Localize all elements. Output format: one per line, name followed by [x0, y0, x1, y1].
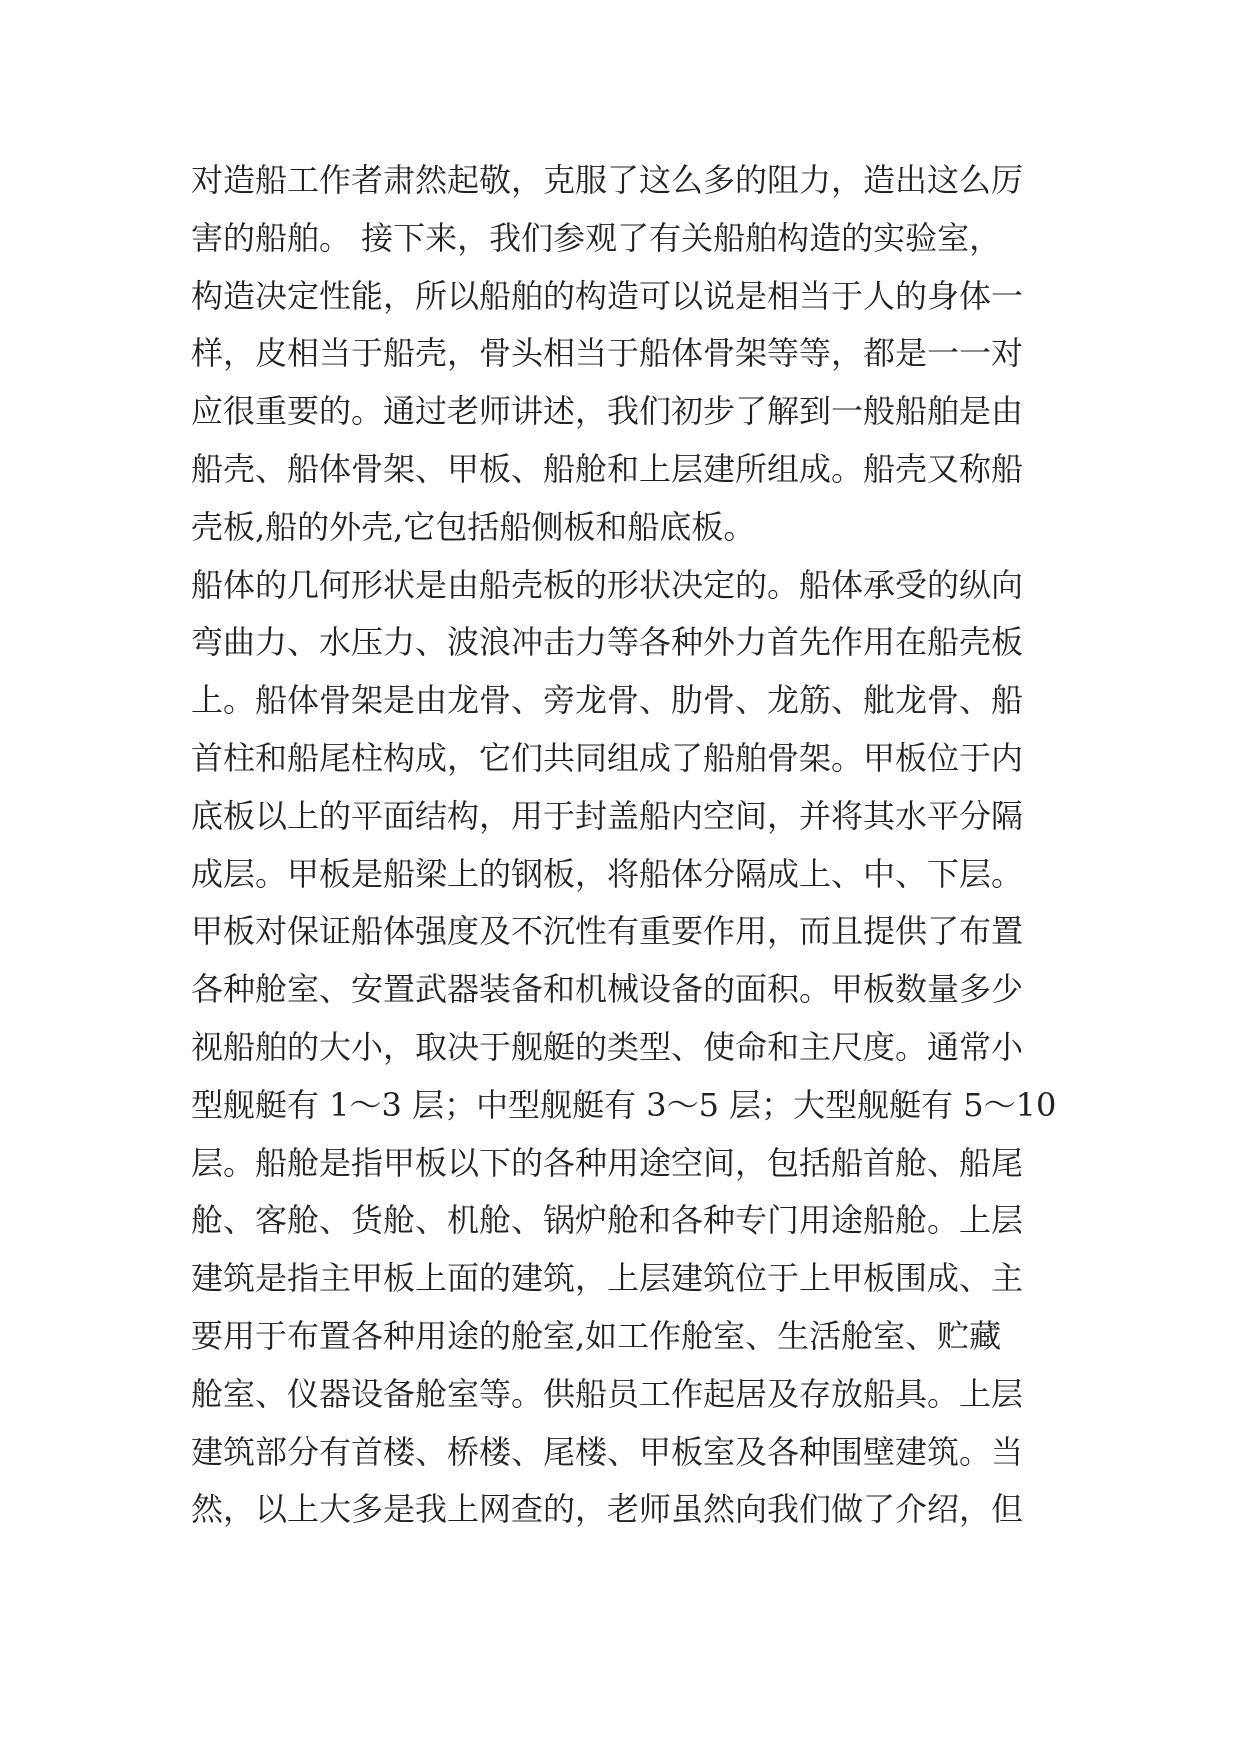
text-line: 建筑部分有首楼、桥楼、尾楼、甲板室及各种围壁建筑。当 — [191, 1432, 1024, 1471]
text-line: 型舰艇有 1～3 层；中型舰艇有 3～5 层；大型舰艇有 5～10 — [191, 1085, 1057, 1124]
text-line: 甲板对保证船体强度及不沉性有重要作用，而且提供了布置 — [191, 912, 1024, 951]
body-text — [191, 152, 1081, 1539]
text-line: 然，以上大多是我上网查的，老师虽然向我们做了介绍，但 — [191, 1490, 1024, 1529]
text-line: 船壳、船体骨架、甲板、船舱和上层建所组成。船壳又称船 — [191, 449, 1024, 488]
text-line: 层。船舱是指甲板以下的各种用途空间，包括船首舱、船尾 — [191, 1143, 1024, 1182]
text-line: 视船舶的大小，取决于舰艇的类型、使命和主尺度。通常小 — [191, 1027, 1024, 1066]
text-line: 底板以上的平面结构，用于封盖船内空间，并将其水平分隔 — [191, 796, 1024, 835]
text-line: 船体的几何形状是由船壳板的形状决定的。船体承受的纵向 — [191, 565, 1024, 604]
text-line: 舱室、仪器设备舱室等。供船员工作起居及存放船具。上层 — [191, 1374, 1024, 1413]
text-line: 舱、客舱、货舱、机舱、锅炉舱和各种专门用途船舱。上层 — [191, 1201, 1024, 1240]
text-line: 各种舱室、安置武器装备和机械设备的面积。甲板数量多少 — [191, 970, 1024, 1009]
text-line: 样，皮相当于船壳，骨头相当于船体骨架等等，都是一一对 — [191, 334, 1024, 373]
text-line: 首柱和船尾柱构成，它们共同组成了船舶骨架。甲板位于内 — [191, 738, 1024, 777]
text-line: 建筑是指主甲板上面的建筑，上层建筑位于上甲板围成、主 — [191, 1259, 1024, 1298]
text-line: 壳板,船的外壳,它包括船侧板和船底板。 — [191, 507, 756, 546]
text-line: 弯曲力、水压力、波浪冲击力等各种外力首先作用在船壳板 — [191, 623, 1024, 662]
text-line: 成层。甲板是船梁上的钢板，将船体分隔成上、中、下层。 — [191, 854, 1024, 893]
text-line: 要用于布置各种用途的舱室,如工作舱室、生活舱室、贮藏 — [191, 1316, 1002, 1355]
text-line: 应很重要的。通过老师讲述，我们初步了解到一般船舶是由 — [191, 392, 1024, 431]
text-line: 对造船工作者肃然起敬，克服了这么多的阻力，造出这么厉 — [191, 161, 1024, 199]
text-line: 上。船体骨架是由龙骨、旁龙骨、肋骨、龙筋、舭龙骨、船 — [191, 681, 1024, 720]
text-line: 害的船舶。 接下来，我们参观了有关船舶构造的实验室， — [191, 218, 1002, 257]
text-line: 构造决定性能，所以船舶的构造可以说是相当于人的身体一 — [191, 276, 1024, 315]
